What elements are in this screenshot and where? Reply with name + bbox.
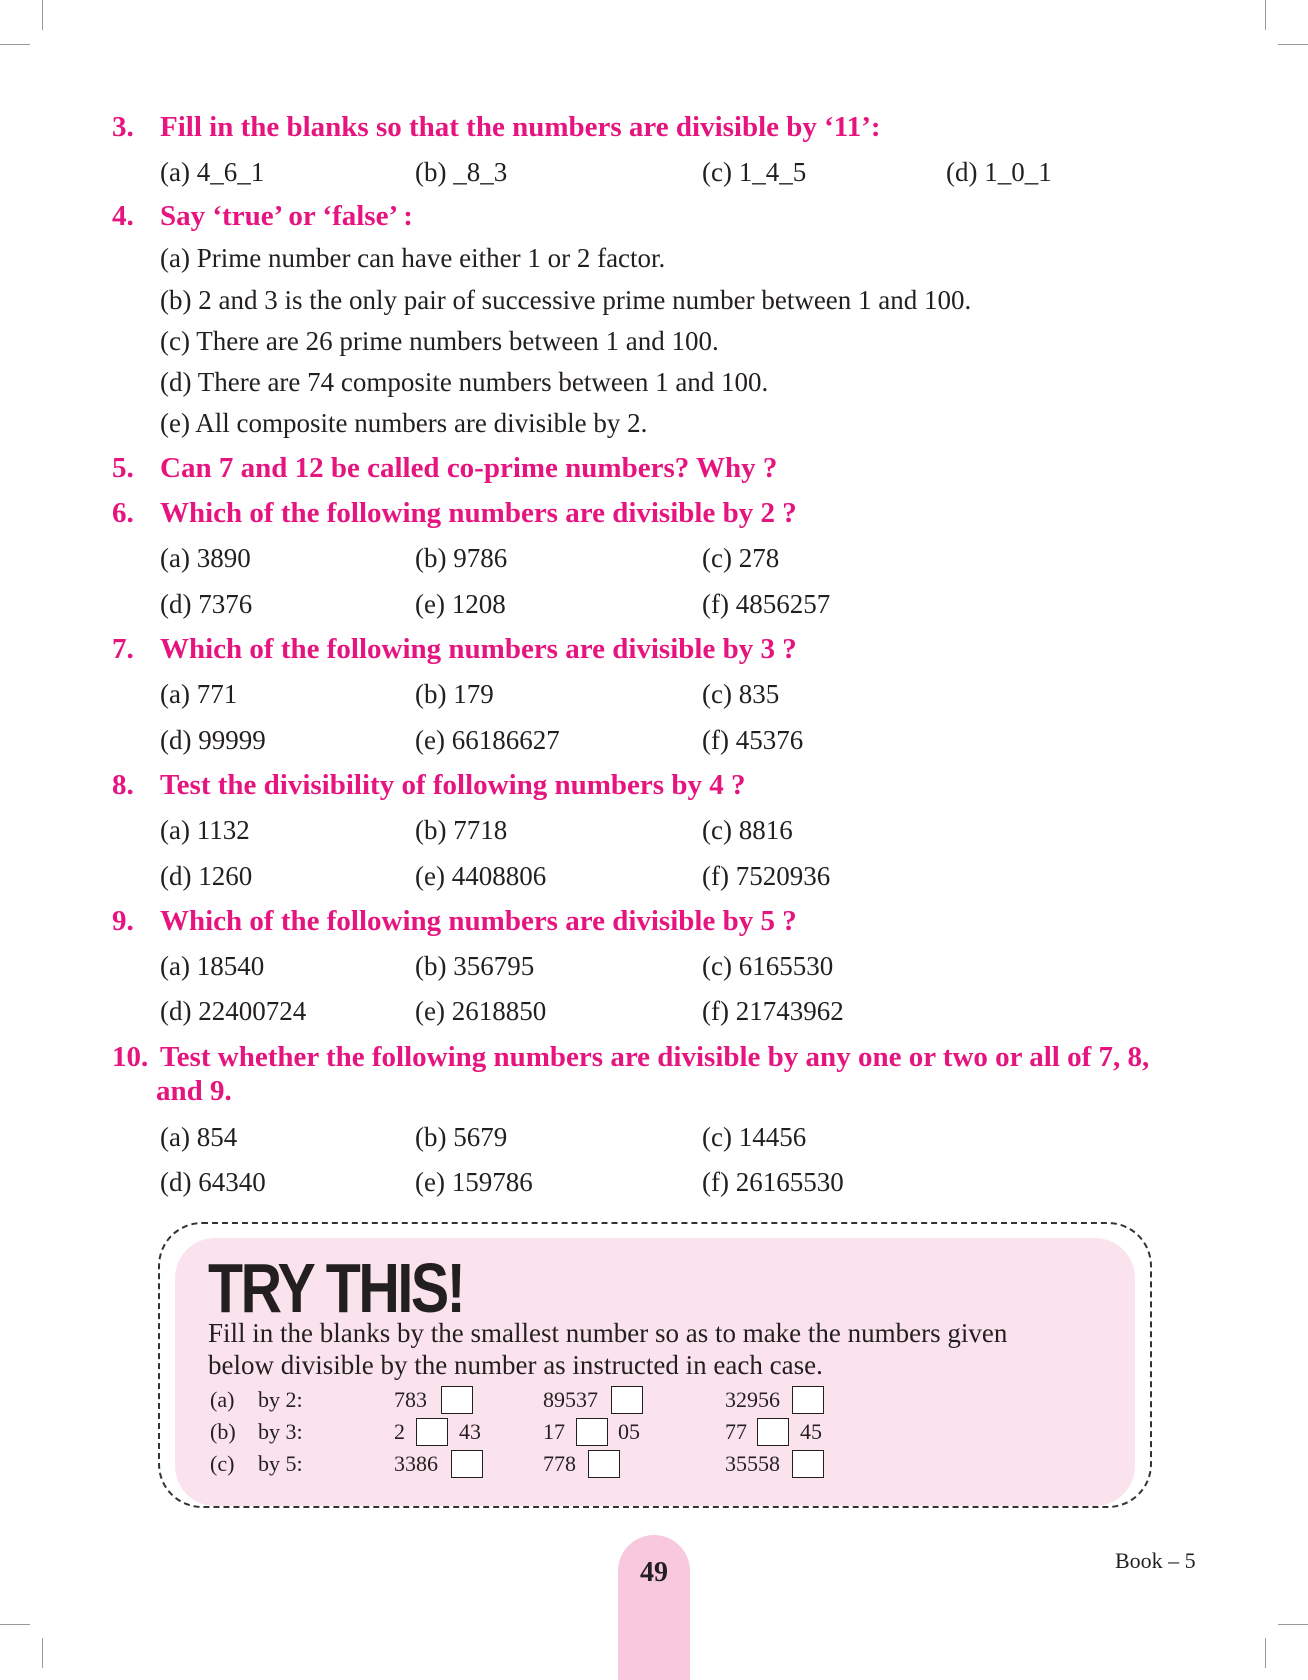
number-part: 43 [459,1419,481,1444]
option: (a) 1132 [160,815,250,845]
number-part: 89537 [543,1387,598,1412]
statement: (b) 2 and 3 is the only pair of successive prime number between 1 and 100. [160,285,972,315]
question-number: 5. [112,452,134,484]
try-this-title: TRY THIS! [208,1249,464,1327]
row-divisor: by 3: [258,1419,303,1444]
number-part: 778 [543,1451,576,1476]
question-text: Which of the following numbers are divisible by 3 ? [160,633,797,665]
number-part: 35558 [725,1451,780,1476]
question-text: Can 7 and 12 be called co-prime numbers? Why ? [160,452,778,484]
option: (b) 7718 [415,815,508,845]
option: (d) 99999 [160,725,266,755]
answer-box[interactable] [416,1418,448,1446]
answer-box[interactable] [611,1386,643,1414]
question-text: Which of the following numbers are divisible by 5 ? [160,905,797,937]
question-4 [112,199,413,233]
option: (b) 9786 [415,543,508,573]
book-label: Book – 5 [1115,1548,1196,1573]
answer-box[interactable] [792,1450,824,1478]
option: (f) 21743962 [702,996,844,1026]
statement: (e) All composite numbers are divisible by 2. [160,408,648,438]
option: (a) 4_6_1 [160,157,265,187]
question-number: 6. [112,497,134,529]
option: (a) 18540 [160,951,265,981]
option: (f) 45376 [702,725,804,755]
number-part: 17 [543,1419,565,1444]
option: (c) 14456 [702,1122,807,1152]
crop-mark [0,1624,30,1625]
option: (f) 4856257 [702,589,831,619]
answer-box[interactable] [588,1450,620,1478]
question-text: Which of the following numbers are divisible by 2 ? [160,497,797,529]
option: (c) 6165530 [702,951,834,981]
option: (e) 159786 [415,1167,533,1197]
option: (f) 26165530 [702,1167,844,1197]
crop-mark [1278,44,1308,45]
row-label: (c) [210,1451,235,1476]
question-number: 7. [112,633,134,665]
question-number: 10. [112,1041,149,1073]
option: (e) 1208 [415,589,506,619]
statement: (c) There are 26 prime numbers between 1 and 100. [160,326,719,356]
question-number: 9. [112,905,134,937]
question-number: 3. [112,111,134,143]
option: (d) 7376 [160,589,253,619]
question-7 [112,632,797,666]
option: (b) _8_3 [415,157,508,187]
question-number: 8. [112,769,134,801]
number-part: 32956 [725,1387,780,1412]
question-10 [112,1040,1177,1108]
statement: (d) There are 74 composite numbers between 1 and 100. [160,367,769,397]
option: (b) 5679 [415,1122,508,1152]
question-text: Fill in the blanks so that the numbers are divisible by ‘11’: [160,111,881,143]
question-3 [112,110,881,144]
option: (d) 64340 [160,1167,266,1197]
answer-box[interactable] [441,1386,473,1414]
crop-mark [0,44,30,45]
option: (c) 1_4_5 [702,157,807,187]
option: (e) 4408806 [415,861,547,891]
option: (d) 1260 [160,861,253,891]
number-part: 3386 [394,1451,438,1476]
statement: (a) Prime number can have either 1 or 2 factor. [160,243,666,273]
number-part: 77 [725,1419,747,1444]
answer-box[interactable] [757,1418,789,1446]
try-this-instruction-line1: Fill in the blanks by the smallest number so as to make the numbers given [208,1318,1008,1348]
answer-box[interactable] [451,1450,483,1478]
option: (f) 7520936 [702,861,831,891]
number-part: 2 [394,1419,405,1444]
option: (a) 3890 [160,543,251,573]
crop-mark [42,0,43,30]
row-divisor: by 5: [258,1451,303,1476]
number-part: 45 [800,1419,822,1444]
crop-mark [42,1638,43,1668]
row-divisor: by 2: [258,1387,303,1412]
option: (a) 854 [160,1122,238,1152]
option: (c) 278 [702,543,780,573]
option: (a) 771 [160,679,238,709]
option: (c) 8816 [702,815,793,845]
try-this-instruction-line2: below divisible by the number as instructed in each case. [208,1350,823,1380]
number-part: 05 [618,1419,640,1444]
row-label: (a) [210,1387,235,1412]
question-6 [112,496,797,530]
page-number: 49 [640,1557,668,1588]
question-8 [112,768,745,802]
option: (b) 179 [415,679,494,709]
question-text: Test the divisibility of following numbers by 4 ? [160,769,746,801]
option: (c) 835 [702,679,780,709]
crop-mark [1265,1638,1266,1668]
option: (e) 66186627 [415,725,560,755]
option: (b) 356795 [415,951,535,981]
answer-box[interactable] [792,1386,824,1414]
question-number: 4. [112,200,134,232]
option: (e) 2618850 [415,996,547,1026]
question-text: Say ‘true’ or ‘false’ : [160,200,413,232]
answer-box[interactable] [576,1418,608,1446]
option: (d) 22400724 [160,996,307,1026]
option: (d) 1_0_1 [946,157,1052,187]
question-5 [112,451,777,485]
crop-mark [1278,1624,1308,1625]
question-9 [112,904,797,938]
number-part: 783 [394,1387,427,1412]
question-text: Test whether the following numbers are divisible by any one or two or all of 7, 8, and 9. [156,1041,1150,1107]
crop-mark [1265,0,1266,30]
row-label: (b) [210,1419,236,1444]
